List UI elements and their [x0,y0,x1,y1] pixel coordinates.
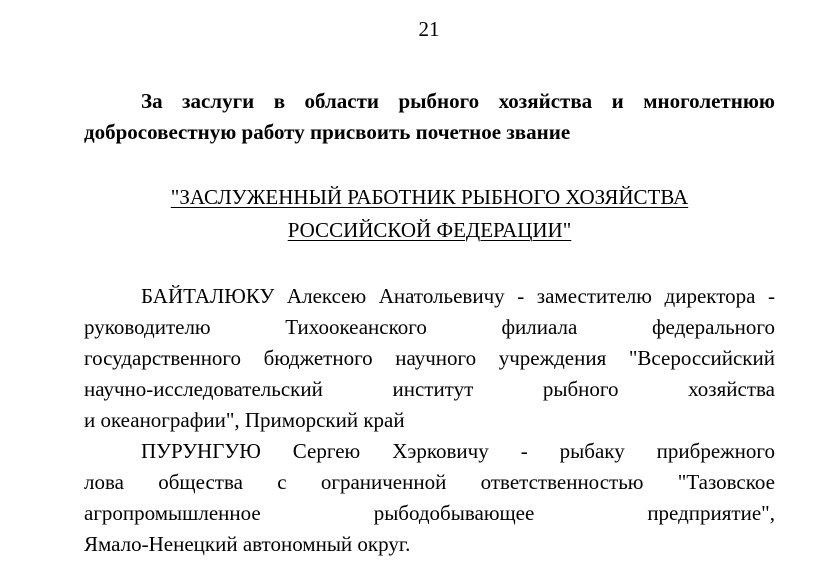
entry-word: Сергею [292,439,361,463]
intro-line-2: добросовестную работу присвоить почетное звание [84,120,571,144]
entry-word: Анатольевичу [378,284,505,308]
intro-line-1 [84,86,775,117]
intro-word: области [304,89,379,113]
entry-line [84,467,775,498]
entry-word: Алексею [286,284,367,308]
intro-word: и [611,89,624,113]
entry-word: "Тазовское [677,470,775,494]
awardee-entry [84,281,775,436]
entry-word: федерального [651,315,775,339]
awardee-list [84,281,775,560]
entry-line: и океанографии", Приморский край [84,408,405,432]
entry-word: институт [392,377,474,401]
entry-word: рыбодобывающее [373,501,535,525]
intro-word: в [273,89,286,113]
entry-line [84,312,775,343]
awardee-entry [84,436,775,560]
entry-word: - [768,284,775,308]
entry-word: предприятие", [647,501,775,525]
entry-word: - [517,284,525,308]
entry-word: Тихоокеанского [285,315,427,339]
entry-word: ПУРУНГУЮ [141,439,261,463]
entry-word: бюджетного [263,346,373,370]
entry-word: рыбного [542,377,619,401]
entry-word: агропромышленное [84,501,261,525]
entry-line [84,436,775,467]
entry-line [84,498,775,529]
entry-line [84,281,775,312]
entry-line [84,374,775,405]
entry-word: общества [158,470,243,494]
intro-word: многолетнюю [643,89,775,113]
intro-word: рыбного [398,89,480,113]
intro-word: За [141,89,163,113]
intro-word: заслуги [182,89,255,113]
entry-word: ответственностью [480,470,644,494]
entry-line: Ямало-Ненецкий автономный округ. [84,532,411,556]
entry-word: филиала [501,315,578,339]
entry-word: ограниченной [320,470,447,494]
honorary-title-line-1: "ЗАСЛУЖЕННЫЙ РАБОТНИК РЫБНОГО ХОЗЯЙСТВА [170,185,689,209]
entry-word: - [520,439,528,463]
entry-word: "Всероссийский [628,346,775,370]
entry-word: научного [395,346,477,370]
entry-word: Хэрковичу [392,439,489,463]
entry-word: государственного [84,346,242,370]
entry-word: директора [664,284,756,308]
decree-intro [84,86,775,148]
honorary-title-line-2: РОССИЙСКОЙ ФЕДЕРАЦИИ" [287,218,572,242]
entry-word: хозяйства [688,377,775,401]
entry-word: заместителю [536,284,652,308]
intro-word: хозяйства [498,89,593,113]
honorary-title [84,181,775,247]
entry-word: руководителю [84,315,211,339]
entry-word: с [277,470,287,494]
entry-word: учреждения [498,346,607,370]
page-number: 21 [418,17,440,41]
entry-word: прибрежного [656,439,775,463]
entry-word: БАЙТАЛЮКУ [141,284,275,308]
entry-line [84,343,775,374]
entry-word: рыбаку [559,439,625,463]
entry-word: лова [84,470,124,494]
entry-word: научно-исследовательский [84,377,323,401]
